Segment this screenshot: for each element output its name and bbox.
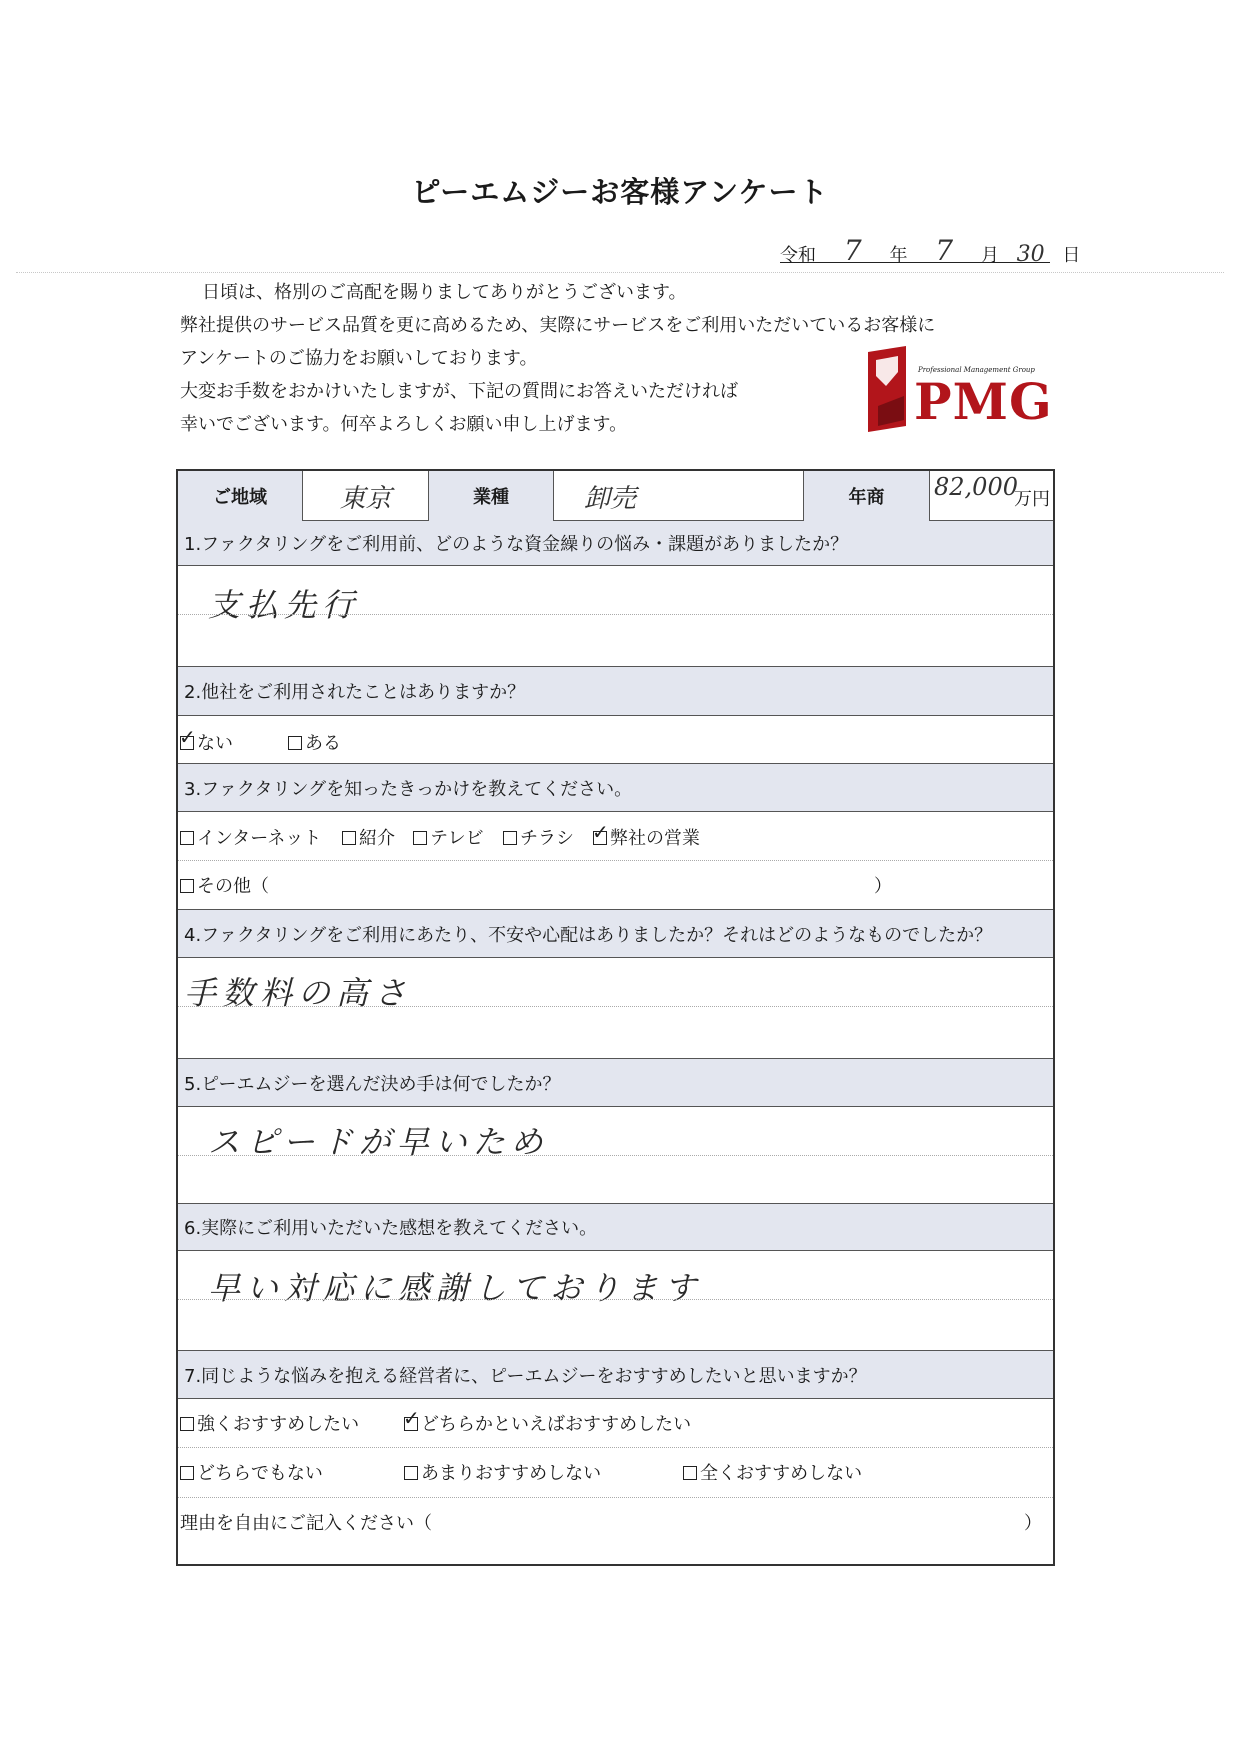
- q4-question: [178, 910, 1053, 958]
- q3-other-close: ）: [874, 876, 892, 897]
- check-icon: ✓: [179, 725, 196, 749]
- option-label: 強くおすすめしたい: [197, 1414, 360, 1435]
- date-year-unit: 年: [889, 245, 908, 266]
- pmg-logo-text: PMG: [914, 372, 1053, 431]
- q6-answer: 早い対応に感謝しております: [208, 1269, 703, 1307]
- q7-option-somewhat[interactable]: [403, 1406, 692, 1436]
- intro-line: 大変お手数をおかけいたしますが、下記の質問にお答えいただければ: [180, 381, 738, 402]
- q7-answer-area: [178, 1399, 1053, 1564]
- q5-answer: スピードが早いため: [208, 1123, 549, 1161]
- q5-question: [178, 1059, 1053, 1107]
- q6-question: [178, 1204, 1053, 1251]
- q1-answer-area[interactable]: [178, 566, 1053, 667]
- date-underline: [780, 262, 1050, 263]
- option-label: ある: [305, 733, 341, 754]
- q4-answer: 手数料の高さ: [184, 974, 413, 1012]
- q6-question-text: 6.実際にご利用いただいた感想を教えてください。: [184, 1218, 598, 1239]
- intro-text: [180, 276, 935, 441]
- option-label: インターネット: [197, 828, 322, 849]
- answer-line: [178, 860, 1053, 861]
- q5-answer-area[interactable]: [178, 1107, 1053, 1204]
- industry-label: 業種: [429, 471, 554, 521]
- region-value[interactable]: 東京: [303, 471, 429, 521]
- option-label: その他（: [197, 876, 269, 897]
- q1-answer: 支払先行: [208, 586, 361, 624]
- intro-line: 幸いでございます。何卒よろしくお願い申し上げます。: [180, 414, 628, 435]
- intro-line: 日頃は、格別のご高配を賜りましてありがとうございます。: [202, 282, 687, 303]
- q3-answer-area: [178, 812, 1053, 910]
- q3-option-internet[interactable]: [180, 824, 321, 850]
- q7-option-not-at-all[interactable]: [683, 1459, 862, 1485]
- q3-option-referral[interactable]: [342, 824, 395, 850]
- checkbox[interactable]: [288, 736, 302, 750]
- q2-question-text: 2.他社をご利用されたことはありますか？: [184, 682, 526, 703]
- option-label: チラシ: [520, 828, 574, 849]
- option-label: どちらかといえばおすすめしたい: [421, 1414, 692, 1435]
- divider: [16, 272, 1224, 273]
- option-label: 弊社の営業: [610, 828, 700, 849]
- q7-option-strongly[interactable]: [180, 1410, 359, 1436]
- q7-question-text: 7.同じような悩みを抱える経営者に、ピーエムジーをおすすめしたいと思いますか？: [184, 1365, 867, 1387]
- option-label: テレビ: [430, 828, 484, 849]
- q4-answer-area[interactable]: [178, 958, 1053, 1059]
- checkbox[interactable]: [180, 879, 194, 893]
- checkbox[interactable]: [180, 831, 194, 845]
- q3-question: [178, 764, 1053, 812]
- option-label: 紹介: [359, 828, 395, 849]
- q2-answer-area: [178, 716, 1053, 764]
- q4-question-text: 4.ファクタリングをご利用にあたり、不安や心配はありましたか？それはどのようなものでしたか？: [184, 924, 993, 946]
- pmg-logo-mark-icon: [868, 346, 910, 432]
- revenue-unit: 万円: [1014, 489, 1050, 510]
- region-label: ご地域: [178, 471, 303, 521]
- check-icon: ✓: [403, 1406, 420, 1430]
- q3-question-text: 3.ファクタリングを知ったきっかけを教えてください。: [184, 778, 633, 800]
- info-row: [178, 471, 1053, 521]
- answer-line: [178, 1497, 1053, 1498]
- q3-option-tv[interactable]: [413, 824, 484, 850]
- check-icon: ✓: [592, 820, 609, 844]
- revenue-value[interactable]: 82,000: [934, 473, 1018, 501]
- q5-question-text: 5.ピーエムジーを選んだ決め手は何でしたか？: [184, 1073, 561, 1095]
- date-year-value: 7: [843, 234, 862, 267]
- answer-line: [178, 614, 1053, 615]
- date-month-value: 7: [935, 234, 954, 267]
- answer-line: [178, 1006, 1053, 1007]
- checkbox[interactable]: [413, 831, 427, 845]
- q3-option-sales[interactable]: [592, 820, 700, 850]
- checkbox[interactable]: [403, 1406, 420, 1431]
- checkbox[interactable]: [180, 1466, 194, 1480]
- option-label: どちらでもない: [197, 1463, 323, 1484]
- q7-option-not-really[interactable]: [404, 1459, 601, 1485]
- option-label: 全くおすすめしない: [700, 1463, 863, 1484]
- intro-line: 弊社提供のサービス品質を更に高めるため、実際にサービスをご利用いただいているお客様に: [180, 315, 936, 336]
- pmg-logo-tagline: Professional Management Group: [918, 366, 1035, 374]
- checkbox[interactable]: [179, 725, 196, 750]
- revenue-label: 年商: [804, 471, 930, 521]
- survey-title: ピーエムジーお客様アンケート: [411, 175, 829, 209]
- checkbox[interactable]: [342, 831, 356, 845]
- checkbox[interactable]: [180, 1417, 194, 1431]
- industry-value[interactable]: 卸売: [554, 471, 804, 521]
- answer-line: [178, 1155, 1053, 1156]
- q7-question: [178, 1351, 1053, 1399]
- q7-reason-close: ）: [1024, 1513, 1042, 1534]
- checkbox[interactable]: [404, 1466, 418, 1480]
- q2-option-none[interactable]: [179, 725, 233, 755]
- date-era: 令和: [780, 245, 816, 266]
- q3-option-flyer[interactable]: [503, 824, 574, 850]
- q3-option-other[interactable]: [180, 872, 269, 898]
- date-day-value: 30: [1016, 242, 1045, 267]
- option-label: あまりおすすめしない: [421, 1463, 602, 1484]
- date-month-unit: 月: [980, 245, 999, 266]
- checkbox[interactable]: [683, 1466, 697, 1480]
- checkbox[interactable]: [503, 831, 517, 845]
- pmg-logo: [868, 346, 1053, 432]
- q2-option-yes[interactable]: [288, 729, 341, 755]
- q7-option-neutral[interactable]: [180, 1459, 323, 1485]
- checkbox[interactable]: [592, 820, 609, 845]
- answer-line: [178, 1447, 1053, 1448]
- q2-question: [178, 667, 1053, 716]
- q6-answer-area[interactable]: [178, 1251, 1053, 1351]
- option-label: ない: [197, 733, 233, 754]
- q1-question: [178, 521, 1053, 566]
- q1-question-text: 1.ファクタリングをご利用前、どのような資金繰りの悩み・課題がありましたか？: [184, 534, 849, 555]
- answer-line: [178, 1299, 1053, 1300]
- q7-reason-label[interactable]: 理由を自由にご記入ください（: [180, 1513, 432, 1534]
- survey-form: [176, 469, 1055, 1566]
- intro-line: アンケートのご協力をお願いしております。: [180, 348, 538, 369]
- date-day-unit: 日: [1062, 245, 1081, 266]
